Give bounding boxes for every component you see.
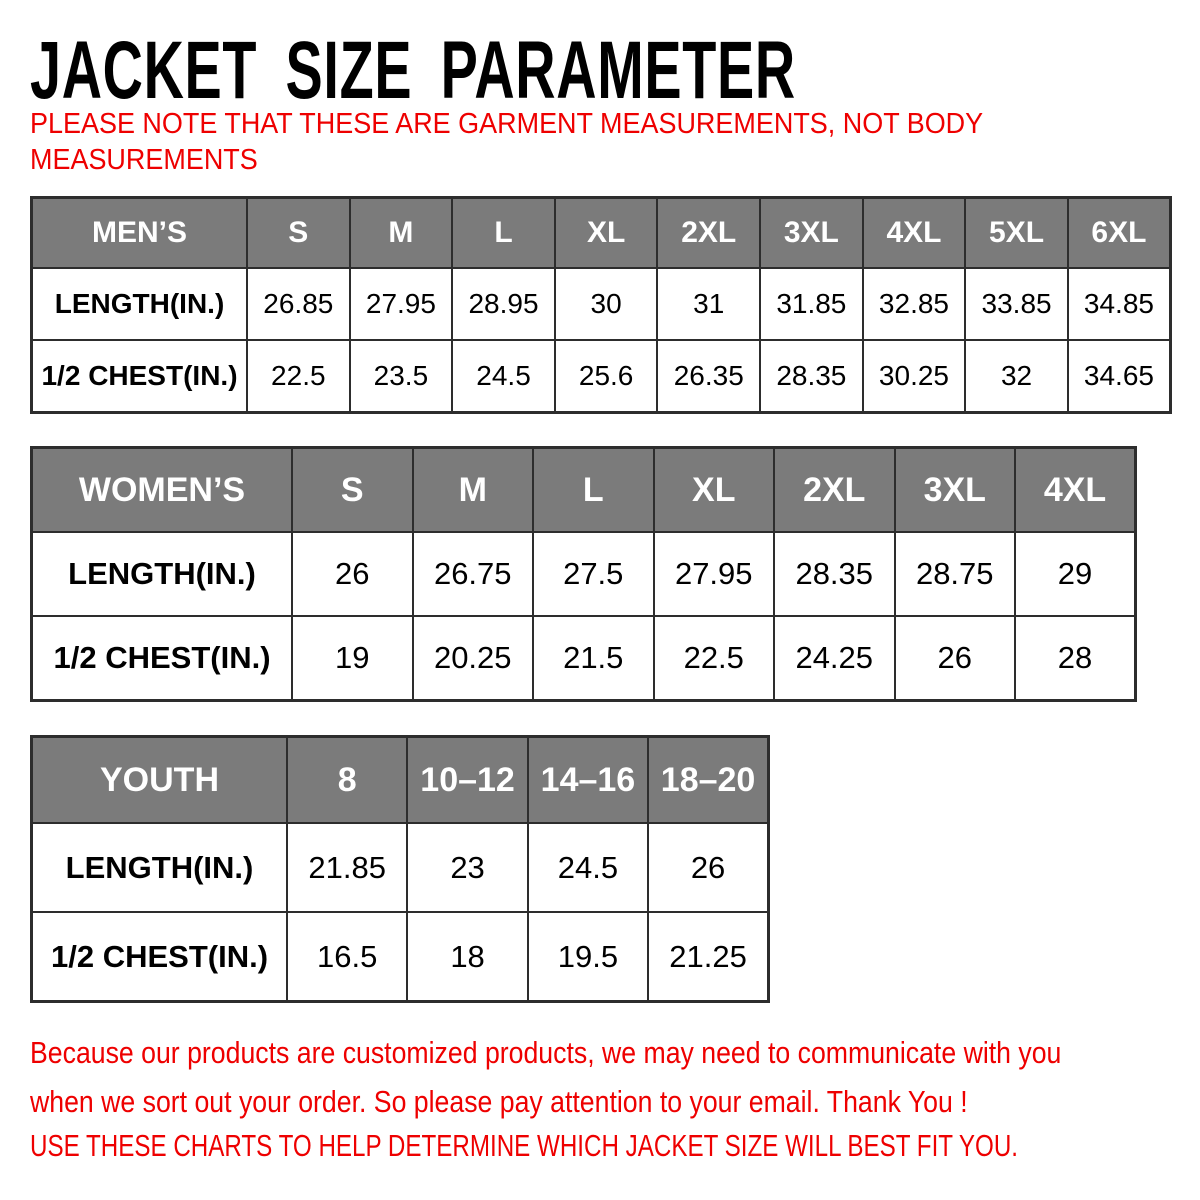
size-column-header: L [533, 448, 654, 533]
fit-advice-line: USE THESE CHARTS TO HELP DETERMINE WHICH JACKET SIZE WILL BEST FIT YOU. [30, 1128, 1019, 1163]
measurement-label: LENGTH(IN.) [32, 823, 288, 912]
garment-measurement-note-line2: MEASUREMENTS [30, 144, 258, 176]
page-title: JACKET SIZE PARAMETER [30, 25, 796, 116]
measurement-value: 26 [292, 532, 413, 616]
size-column-header: 5XL [965, 198, 1068, 269]
measurement-value: 27.95 [654, 532, 775, 616]
measurement-value: 28.35 [774, 532, 895, 616]
size-column-header: L [452, 198, 555, 269]
measurement-row [32, 532, 1136, 616]
measurement-value: 28 [1015, 616, 1136, 701]
measurement-value: 32 [965, 340, 1068, 413]
size-column-header: XL [555, 198, 658, 269]
measurement-row [32, 912, 769, 1002]
measurement-value: 26.85 [247, 268, 350, 340]
measurement-value: 25.6 [555, 340, 658, 413]
size-column-header: 3XL [895, 448, 1016, 533]
size-column-header: 6XL [1068, 198, 1171, 269]
measurement-value: 22.5 [247, 340, 350, 413]
size-column-header: M [350, 198, 453, 269]
size-column-header: 10–12 [407, 737, 527, 824]
customization-notice-line1: Because our products are customized products, we may need to communicate with you [30, 1035, 1062, 1070]
measurement-value: 34.65 [1068, 340, 1171, 413]
measurement-value: 24.5 [452, 340, 555, 413]
size-column-header: 2XL [657, 198, 760, 269]
measurement-value: 21.85 [287, 823, 407, 912]
measurement-label: 1/2 CHEST(IN.) [32, 912, 288, 1002]
measurement-value: 24.25 [774, 616, 895, 701]
measurement-value: 31 [657, 268, 760, 340]
measurement-value: 20.25 [413, 616, 534, 701]
size-column-header: 4XL [1015, 448, 1136, 533]
garment-measurement-note [30, 106, 983, 178]
measurement-value: 26 [648, 823, 768, 912]
measurement-value: 30 [555, 268, 658, 340]
table-title-cell: WOMEN’S [32, 448, 293, 533]
size-header-row [32, 198, 1171, 269]
measurement-value: 26 [895, 616, 1016, 701]
measurement-label: 1/2 CHEST(IN.) [32, 340, 248, 413]
mens-size-table [30, 196, 1172, 414]
measurement-value: 19 [292, 616, 413, 701]
measurement-value: 30.25 [863, 340, 966, 413]
measurement-value: 26.75 [413, 532, 534, 616]
measurement-value: 18 [407, 912, 527, 1002]
measurement-value: 34.85 [1068, 268, 1171, 340]
table-title-cell: MEN’S [32, 198, 248, 269]
measurement-label: LENGTH(IN.) [32, 268, 248, 340]
size-column-header: 8 [287, 737, 407, 824]
measurement-value: 28.75 [895, 532, 1016, 616]
measurement-value: 26.35 [657, 340, 760, 413]
measurement-value: 16.5 [287, 912, 407, 1002]
size-column-header: 3XL [760, 198, 863, 269]
measurement-value: 28.95 [452, 268, 555, 340]
table-title-cell: YOUTH [32, 737, 288, 824]
measurement-value: 31.85 [760, 268, 863, 340]
size-column-header: S [247, 198, 350, 269]
measurement-row [32, 616, 1136, 701]
customization-notice-line2: when we sort out your order. So please pay attention to your email. Thank You ! [30, 1084, 968, 1119]
measurement-value: 21.5 [533, 616, 654, 701]
measurement-value: 23.5 [350, 340, 453, 413]
garment-measurement-note-line1: PLEASE NOTE THAT THESE ARE GARMENT MEASUREMENTS, NOT BODY [30, 108, 984, 140]
measurement-row [32, 340, 1171, 413]
measurement-label: 1/2 CHEST(IN.) [32, 616, 293, 701]
customization-notice [30, 1028, 1061, 1126]
measurement-value: 33.85 [965, 268, 1068, 340]
measurement-value: 27.5 [533, 532, 654, 616]
youth-size-table [30, 735, 770, 1003]
size-column-header: M [413, 448, 534, 533]
measurement-row [32, 268, 1171, 340]
size-header-row [32, 448, 1136, 533]
measurement-value: 28.35 [760, 340, 863, 413]
measurement-label: LENGTH(IN.) [32, 532, 293, 616]
womens-size-table [30, 446, 1137, 702]
measurement-value: 23 [407, 823, 527, 912]
size-column-header: XL [654, 448, 775, 533]
measurement-value: 19.5 [528, 912, 648, 1002]
size-column-header: 18–20 [648, 737, 768, 824]
measurement-value: 21.25 [648, 912, 768, 1002]
measurement-value: 22.5 [654, 616, 775, 701]
size-column-header: S [292, 448, 413, 533]
measurement-value: 32.85 [863, 268, 966, 340]
measurement-value: 27.95 [350, 268, 453, 340]
measurement-value: 29 [1015, 532, 1136, 616]
measurement-row [32, 823, 769, 912]
size-column-header: 2XL [774, 448, 895, 533]
measurement-value: 24.5 [528, 823, 648, 912]
size-column-header: 14–16 [528, 737, 648, 824]
size-column-header: 4XL [863, 198, 966, 269]
size-header-row [32, 737, 769, 824]
